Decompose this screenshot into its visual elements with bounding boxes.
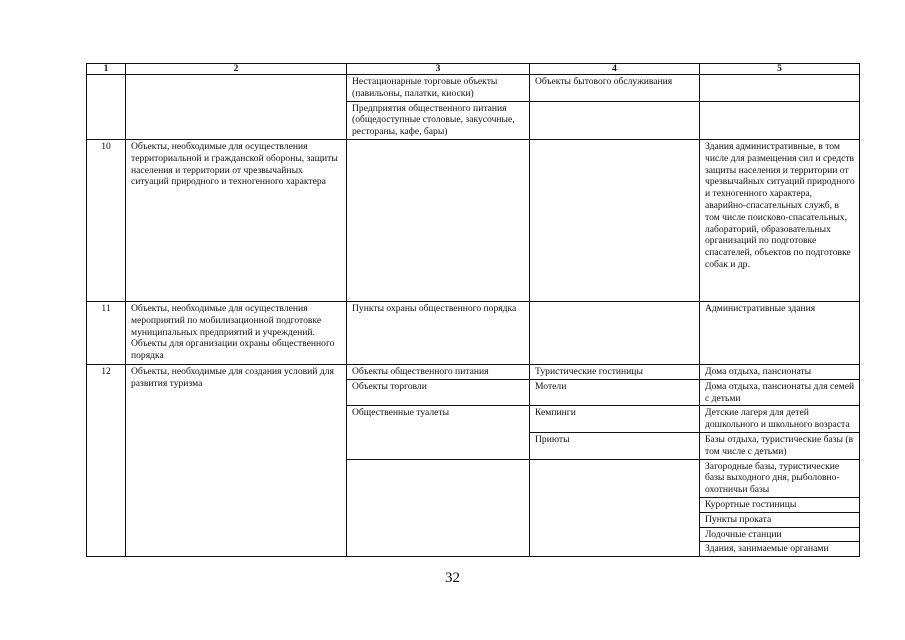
header-col-2: 2 bbox=[126, 64, 347, 75]
cell-col4-empty bbox=[530, 459, 700, 557]
table-row bbox=[87, 301, 860, 364]
cell-col2: Объекты, необходимые для создания условий для развития туризма bbox=[126, 364, 347, 556]
row-number: 10 bbox=[87, 139, 126, 301]
cell-col4: Кемпинги bbox=[530, 406, 700, 433]
document-table bbox=[86, 63, 860, 557]
cell-col5: Базы отдыха, туристические базы (в том числе с детьми) bbox=[700, 432, 860, 459]
cell-col5: Административные здания bbox=[700, 301, 860, 364]
cell-col4-empty bbox=[530, 301, 700, 364]
table-header-row bbox=[87, 64, 860, 75]
cell-col5: Дома отдыха, пансионаты bbox=[700, 364, 860, 379]
cell-col5: Курортные гостиницы bbox=[700, 497, 860, 512]
cell-col3: Общественные туалеты bbox=[347, 406, 530, 459]
table-row bbox=[87, 139, 860, 301]
cell-col2: Объекты, необходимые для осуществления территориальной и гражданской обороны, защиты населения и территории от чрезвычайных ситуаций природного и техногенного характера bbox=[126, 139, 347, 301]
cell-col3-empty bbox=[347, 459, 530, 557]
cell-col4: Мотели bbox=[530, 379, 700, 406]
cell-col5: Дома отдыха, пансионаты для семей с детьми bbox=[700, 379, 860, 406]
header-col-3: 3 bbox=[347, 64, 530, 75]
cell-col5: Пункты проката bbox=[700, 512, 860, 527]
table-row bbox=[87, 75, 860, 102]
cell-col5: Детские лагеря для детей дошкольного и школьного возраста bbox=[700, 406, 860, 433]
row-number: 11 bbox=[87, 301, 126, 364]
cell-col4-empty bbox=[530, 139, 700, 301]
cell-col4: Приюты bbox=[530, 432, 700, 459]
cell-col5-empty bbox=[700, 75, 860, 102]
cell-col5: Здания административные, в том числе для размещения сил и средств защиты населения и территории от чрезвычайных ситуаций природного и техногенного характера, аварийно-спасательных служб, в том числе поисково-спасательных, лабораторий, образовательных организаций по подготовке спасателей, объектов по подготовке собак и др. bbox=[700, 139, 860, 301]
cell-col5: Здания, занимаемые органами bbox=[700, 542, 860, 557]
table-row bbox=[87, 364, 860, 379]
cell-col3: Предприятия общественного питания (общедоступные столовые, закусочные, рестораны, кафе, бары) bbox=[347, 101, 530, 139]
row-number: 12 bbox=[87, 364, 126, 556]
header-col-1: 1 bbox=[87, 64, 126, 75]
cell-col3: Объекты общественного питания bbox=[347, 364, 530, 379]
cell-col4: Объекты бытового обслуживания bbox=[530, 75, 700, 102]
header-col-5: 5 bbox=[700, 64, 860, 75]
cell-col3: Пункты охраны общественного порядка bbox=[347, 301, 530, 364]
cell-col4-empty bbox=[530, 101, 700, 139]
cell-col2-empty bbox=[126, 75, 347, 140]
cell-col5-empty bbox=[700, 101, 860, 139]
page-number: 32 bbox=[445, 570, 460, 586]
cell-col5: Загородные базы, туристические базы выходного дня, рыболовно-охотничьи базы bbox=[700, 459, 860, 497]
cell-num-empty bbox=[87, 75, 126, 140]
cell-col3: Нестационарные торговые объекты (павильоны, палатки, киоски) bbox=[347, 75, 530, 102]
cell-col2: Объекты, необходимые для осуществления мероприятий по мобилизационной подготовке муниципальных предприятий и учреждений. Объекты для организации охраны общественного порядка bbox=[126, 301, 347, 364]
cell-col4: Туристические гостиницы bbox=[530, 364, 700, 379]
cell-col5: Лодочные станции bbox=[700, 527, 860, 542]
header-col-4: 4 bbox=[530, 64, 700, 75]
cell-col3: Объекты торговли bbox=[347, 379, 530, 406]
cell-col3-empty bbox=[347, 139, 530, 301]
